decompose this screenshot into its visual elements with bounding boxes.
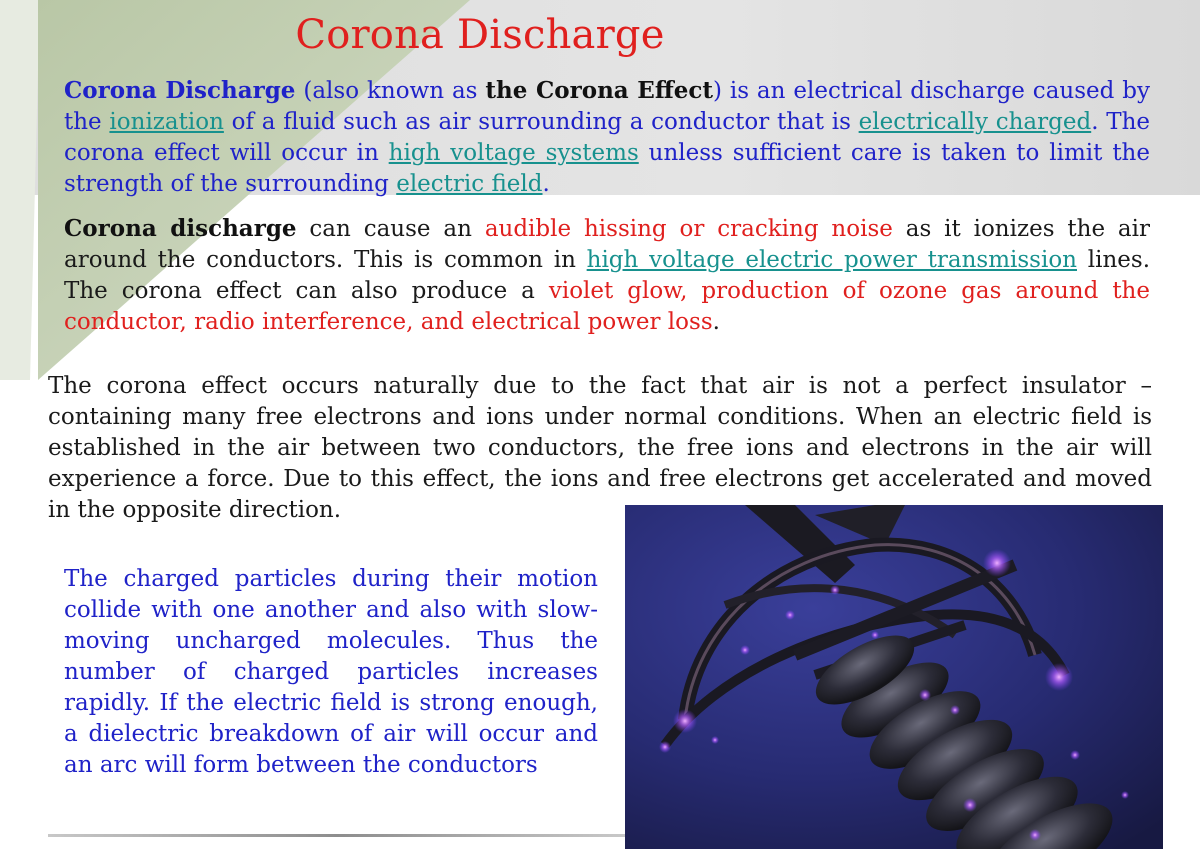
text-fragment: . (712, 309, 720, 335)
term-corona-discharge-2: Corona discharge (64, 215, 297, 242)
text-fragment: unless sufficient care is taken to limit the strength of the surrounding (64, 140, 1150, 197)
link-high-voltage-systems[interactable]: high voltage systems (388, 140, 639, 166)
effects-paragraph (64, 213, 1150, 338)
link-electric-field[interactable]: electric field (396, 171, 543, 197)
page-title: Corona Discharge (295, 12, 665, 58)
term-corona-discharge: Corona Discharge (64, 77, 296, 104)
explanation-paragraph: The corona effect occurs naturally due to the fact that air is not a perfect insulator – containing many free electrons and ions under normal conditions. When an electric field is established in the air between two conductors, the free ions and electrons in the air will experience a force. Due to this effect, the ions and free electrons get accelerated and moved in the opposite direction. (48, 373, 1152, 523)
text-fragment: as it ionizes the air around the conductors. This is common in (64, 216, 1150, 273)
text-fragment: ) is an electrical discharge caused by the (64, 78, 1150, 135)
definition-paragraph (64, 75, 1150, 200)
highlight-effects: violet glow, production of ozone gas around the conductor, radio interference, and electrical power loss (64, 278, 1150, 335)
footer-divider (48, 834, 625, 837)
text-fragment: lines. The corona effect can also produce a (64, 247, 1151, 304)
text-fragment: can cause an (296, 216, 485, 242)
link-ionization[interactable]: ionization (109, 109, 224, 135)
corona-insulator-photo (625, 505, 1163, 849)
text-fragment: of a fluid such as air surrounding a conductor that is (223, 109, 859, 135)
text-fragment: . (542, 171, 550, 197)
highlight-noise: audible hissing or cracking noise (484, 216, 893, 242)
text-fragment: (also known as (295, 78, 486, 104)
particles-paragraph: The charged particles during their motion collide with one another and also with slow-moving uncharged molecules. Thus the number of charged particles increases rapidly. If the electric field is strong enough, a dielectric breakdown of air will occur and an arc will form between the conductors (64, 566, 598, 778)
link-power-transmission[interactable]: high voltage electric power transmission (586, 247, 1077, 273)
term-corona-effect: the Corona Effect (485, 77, 713, 104)
text-fragment: . The corona effect will occur in (64, 109, 1151, 166)
link-electrically-charged[interactable]: electrically charged (858, 109, 1092, 135)
